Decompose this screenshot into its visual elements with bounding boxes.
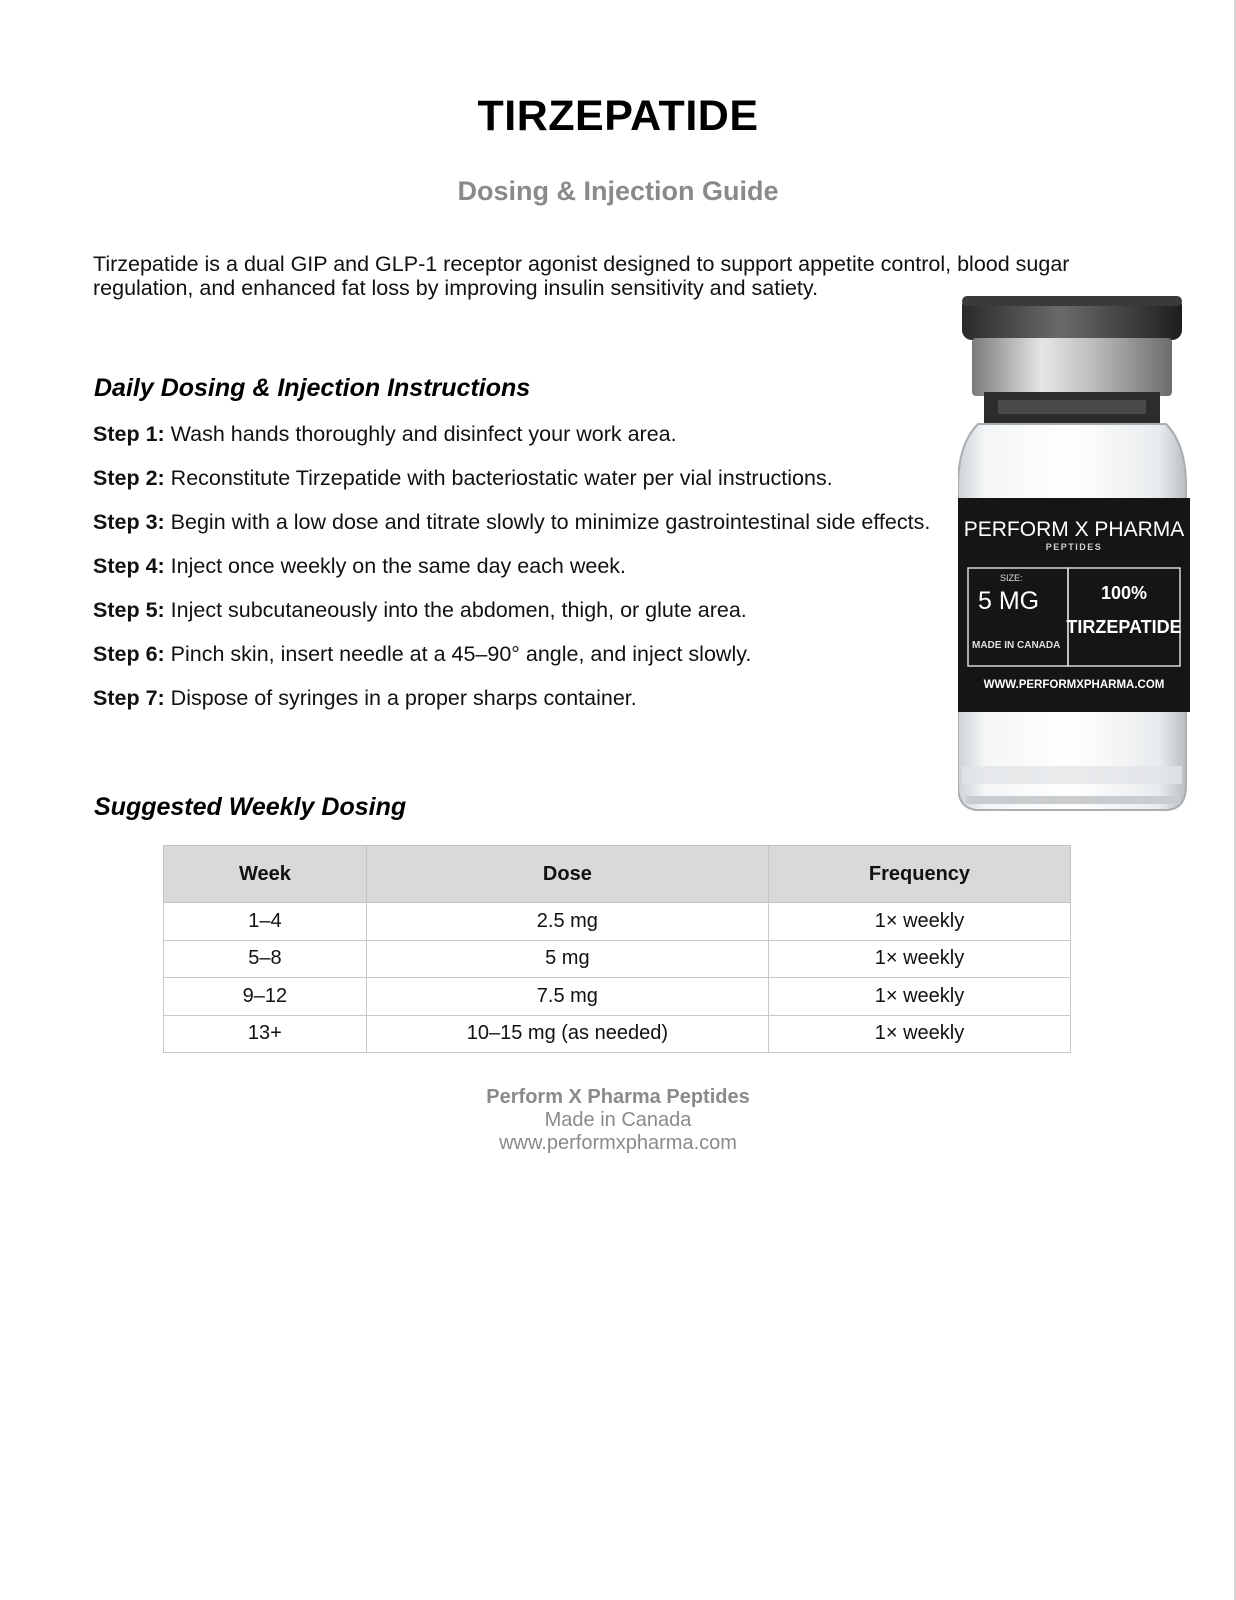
instruction-steps bbox=[93, 422, 973, 730]
step-text: Pinch skin, insert needle at a 45–90° angle, and inject slowly. bbox=[164, 642, 752, 666]
table-row bbox=[164, 903, 1071, 941]
step-label: Step 1: bbox=[93, 422, 165, 446]
step-label: Step 7: bbox=[93, 686, 165, 710]
cell-frequency: 1× weekly bbox=[768, 978, 1070, 1016]
step-text: Reconstitute Tirzepatide with bacteriostatic water per vial instructions. bbox=[164, 466, 833, 490]
step-item bbox=[93, 642, 973, 686]
column-header-dose: Dose bbox=[366, 846, 768, 903]
column-header-frequency: Frequency bbox=[768, 846, 1070, 903]
vial-product: TIRZEPATIDE bbox=[1066, 617, 1182, 637]
step-item bbox=[93, 422, 973, 466]
instructions-heading: Daily Dosing & Injection Instructions bbox=[94, 374, 531, 402]
step-item bbox=[93, 598, 973, 642]
vial-brand: PERFORM X PHARMA bbox=[963, 518, 1185, 541]
step-text: Wash hands thoroughly and disinfect your work area. bbox=[164, 422, 677, 446]
step-label: Step 3: bbox=[93, 510, 165, 534]
footer-company: Perform X Pharma Peptides bbox=[486, 1086, 750, 1108]
footer-website: www.performxpharma.com bbox=[499, 1132, 737, 1154]
cell-dose: 7.5 mg bbox=[366, 978, 768, 1016]
cell-dose: 2.5 mg bbox=[366, 903, 768, 941]
table-row bbox=[164, 1015, 1071, 1053]
vial-origin: MADE IN CANADA bbox=[972, 640, 1061, 651]
footer-origin: Made in Canada bbox=[544, 1109, 692, 1131]
step-text: Dispose of syringes in a proper sharps container. bbox=[164, 686, 637, 710]
step-text: Inject subcutaneously into the abdomen, thigh, or glute area. bbox=[164, 598, 747, 622]
table-row bbox=[164, 978, 1071, 1016]
vial-purity: 100% bbox=[1100, 583, 1148, 603]
cell-frequency: 1× weekly bbox=[768, 1015, 1070, 1053]
step-text: Inject once weekly on the same day each week. bbox=[164, 554, 627, 578]
table-row bbox=[164, 940, 1071, 978]
column-header-week: Week bbox=[164, 846, 367, 903]
vial-size-label: SIZE: bbox=[1000, 573, 1023, 583]
step-item bbox=[93, 466, 973, 510]
step-label: Step 4: bbox=[93, 554, 165, 578]
cell-frequency: 1× weekly bbox=[768, 903, 1070, 941]
step-item bbox=[93, 554, 973, 598]
cell-week: 13+ bbox=[164, 1015, 367, 1053]
cell-frequency: 1× weekly bbox=[768, 940, 1070, 978]
step-text: Begin with a low dose and titrate slowly to minimize gastrointestinal side effects. bbox=[164, 510, 931, 534]
vial-size: 5 MG bbox=[978, 587, 1040, 615]
vial-brand-sub: PEPTIDES bbox=[1045, 542, 1103, 552]
step-label: Step 5: bbox=[93, 598, 165, 622]
intro-paragraph: Tirzepatide is a dual GIP and GLP-1 receptor agonist designed to support appetite control, blood sugar regulation, and enhanced fat loss by improving insulin sensitivity and satiety. bbox=[93, 252, 1070, 300]
cell-week: 1–4 bbox=[164, 903, 367, 941]
page-subtitle: Dosing & Injection Guide bbox=[457, 176, 779, 206]
vial-url: WWW.PERFORMXPHARMA.COM bbox=[983, 679, 1165, 691]
cell-week: 5–8 bbox=[164, 940, 367, 978]
step-item bbox=[93, 510, 973, 554]
page-title: TIRZEPATIDE bbox=[477, 92, 759, 140]
product-vial-image bbox=[958, 296, 1200, 824]
cell-dose: 10–15 mg (as needed) bbox=[366, 1015, 768, 1053]
step-item bbox=[93, 686, 973, 730]
cell-week: 9–12 bbox=[164, 978, 367, 1016]
dosing-table bbox=[163, 845, 1071, 1053]
step-label: Step 6: bbox=[93, 642, 165, 666]
page-footer bbox=[0, 1086, 1236, 1155]
cell-dose: 5 mg bbox=[366, 940, 768, 978]
weekly-dosing-heading: Suggested Weekly Dosing bbox=[94, 793, 407, 821]
table-header-row bbox=[164, 846, 1071, 903]
step-label: Step 2: bbox=[93, 466, 165, 490]
